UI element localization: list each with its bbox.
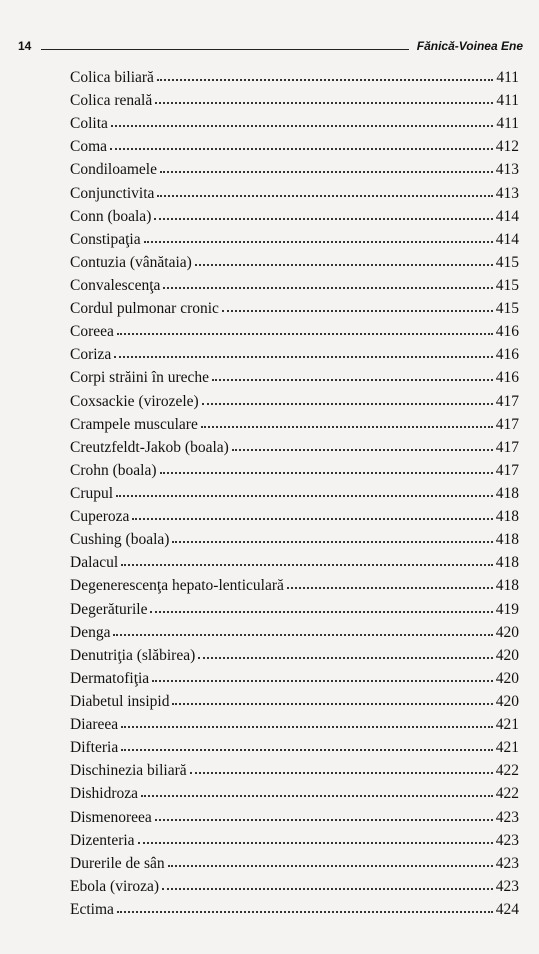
dot-leader bbox=[141, 795, 493, 797]
dot-leader bbox=[287, 587, 493, 589]
page-number: 14 bbox=[18, 39, 32, 53]
toc-entry-page: 418 bbox=[495, 531, 519, 549]
toc-entry bbox=[70, 644, 519, 667]
toc-entry bbox=[70, 112, 519, 135]
toc-entry bbox=[70, 320, 519, 343]
toc-entry-page: 420 bbox=[495, 692, 519, 710]
toc-entry-title: Constipaţia bbox=[70, 230, 141, 248]
toc-entry-page: 414 bbox=[495, 230, 519, 248]
toc-entry bbox=[70, 482, 519, 505]
toc-entry-title: Conn (boala) bbox=[70, 207, 152, 225]
toc-entry bbox=[70, 574, 519, 597]
toc-entry bbox=[70, 898, 519, 921]
toc-entry bbox=[70, 89, 519, 112]
toc-entry-title: Colita bbox=[70, 115, 108, 133]
toc-entry-title: Coriza bbox=[70, 346, 112, 364]
dot-leader bbox=[121, 749, 493, 751]
dot-leader bbox=[114, 356, 492, 358]
dot-leader bbox=[121, 564, 493, 566]
dot-leader bbox=[113, 634, 492, 636]
dot-leader bbox=[168, 865, 493, 867]
toc-entry-title: Dismenoreea bbox=[70, 808, 152, 826]
dot-leader bbox=[152, 680, 493, 682]
toc-entry-page: 423 bbox=[495, 808, 519, 826]
toc-entry bbox=[70, 390, 519, 413]
dot-leader bbox=[162, 888, 493, 890]
toc-entry-page: 418 bbox=[495, 508, 519, 526]
toc-entry-title: Dishidroza bbox=[70, 785, 139, 803]
dot-leader bbox=[163, 287, 492, 289]
dot-leader bbox=[160, 171, 493, 173]
toc-entry bbox=[70, 436, 519, 459]
dot-leader bbox=[157, 195, 492, 197]
toc-entry bbox=[70, 413, 519, 436]
toc-entry-title: Crohn (boala) bbox=[70, 461, 157, 479]
toc-entry-title: Degenerescenţa hepato-lenticulară bbox=[70, 577, 284, 595]
toc-entry bbox=[70, 667, 519, 690]
toc-entry bbox=[70, 551, 519, 574]
toc-entry-page: 418 bbox=[495, 484, 519, 502]
toc-entry-title: Difteria bbox=[70, 739, 119, 757]
toc-entry bbox=[70, 274, 519, 297]
toc-entry-page: 422 bbox=[495, 785, 519, 803]
toc-entry bbox=[70, 66, 519, 89]
toc-entry bbox=[70, 852, 519, 875]
toc-entry-title: Cushing (boala) bbox=[70, 531, 170, 549]
toc-entry-page: 420 bbox=[495, 623, 519, 641]
dot-leader bbox=[155, 102, 493, 104]
toc-entry bbox=[70, 598, 519, 621]
toc-entry-page: 411 bbox=[496, 69, 519, 86]
dot-leader bbox=[111, 125, 493, 127]
dot-leader bbox=[201, 426, 493, 428]
page-header bbox=[18, 36, 523, 52]
toc-entry-title: Dizenteria bbox=[70, 831, 135, 849]
toc-entry-title: Crupul bbox=[70, 484, 114, 502]
dot-leader bbox=[222, 310, 493, 312]
toc-entry-page: 415 bbox=[495, 300, 519, 318]
dot-leader bbox=[172, 541, 492, 543]
toc-entry bbox=[70, 713, 519, 736]
toc-entry-title: Colica renală bbox=[70, 92, 153, 110]
dot-leader bbox=[121, 726, 493, 728]
toc-entry-title: Convalescenţa bbox=[70, 276, 161, 294]
toc-entry bbox=[70, 182, 519, 205]
toc-entry-page: 414 bbox=[495, 207, 519, 225]
toc-entry bbox=[70, 528, 519, 551]
toc-entry bbox=[70, 251, 519, 274]
toc-entry-title: Degerăturile bbox=[70, 600, 148, 618]
dot-leader bbox=[190, 772, 493, 774]
dot-leader bbox=[202, 403, 493, 405]
toc-entry bbox=[70, 297, 519, 320]
toc-entry bbox=[70, 690, 519, 713]
toc-entry-page: 416 bbox=[495, 323, 519, 341]
dot-leader bbox=[144, 241, 493, 243]
toc-entry-title: Corpi străini în ureche bbox=[70, 369, 210, 387]
toc-entry-title: Dermatofiţia bbox=[70, 669, 150, 687]
toc-entry-title: Coreea bbox=[70, 323, 114, 341]
dot-leader bbox=[212, 379, 493, 381]
toc-entry-page: 417 bbox=[495, 438, 519, 456]
toc-entry-page: 411 bbox=[496, 115, 519, 133]
toc-entry-page: 417 bbox=[495, 392, 519, 410]
toc-entry-page: 418 bbox=[495, 554, 519, 572]
toc-entry-page: 421 bbox=[495, 716, 519, 734]
toc-entry bbox=[70, 736, 519, 759]
toc-entry bbox=[70, 228, 519, 251]
toc-entry-title: Cuperoza bbox=[70, 508, 130, 526]
toc-entry-page: 423 bbox=[495, 854, 519, 872]
toc-entry-page: 422 bbox=[495, 762, 519, 780]
dot-leader bbox=[150, 611, 492, 613]
dot-leader bbox=[154, 218, 492, 220]
toc-entry-page: 418 bbox=[495, 577, 519, 595]
toc-entry bbox=[70, 505, 519, 528]
dot-leader bbox=[198, 657, 493, 659]
toc-entry-title: Cordul pulmonar cronic bbox=[70, 300, 219, 318]
dot-leader bbox=[160, 472, 493, 474]
dot-leader bbox=[172, 703, 492, 705]
toc-entry-page: 413 bbox=[495, 161, 519, 179]
dot-leader bbox=[157, 79, 493, 81]
toc-entry bbox=[70, 621, 519, 644]
toc-entry-page: 423 bbox=[495, 831, 519, 849]
toc-entry-title: Condiloamele bbox=[70, 161, 157, 179]
toc-entry-title: Ebola (viroza) bbox=[70, 877, 160, 895]
toc-entry bbox=[70, 205, 519, 228]
toc-entry-title: Denga bbox=[70, 623, 111, 641]
toc-entry-page: 413 bbox=[495, 184, 519, 202]
toc-entry-title: Creutzfeldt-Jakob (boala) bbox=[70, 438, 229, 456]
toc-entry-title: Crampele musculare bbox=[70, 415, 198, 433]
toc-entry bbox=[70, 829, 519, 852]
toc-entry-title: Colica biliară bbox=[70, 69, 154, 86]
table-of-contents bbox=[70, 66, 519, 921]
toc-entry bbox=[70, 782, 519, 805]
toc-entry bbox=[70, 759, 519, 782]
toc-entry-page: 420 bbox=[495, 669, 519, 687]
toc-entry bbox=[70, 366, 519, 389]
toc-entry-page: 415 bbox=[495, 276, 519, 294]
dot-leader bbox=[232, 449, 493, 451]
dot-leader bbox=[117, 911, 493, 913]
toc-entry-page: 419 bbox=[495, 600, 519, 618]
toc-entry-title: Contuzia (vânătaia) bbox=[70, 253, 192, 271]
toc-entry bbox=[70, 875, 519, 898]
toc-entry-title: Denutriţia (slăbirea) bbox=[70, 646, 196, 664]
dot-leader bbox=[132, 518, 492, 520]
toc-entry bbox=[70, 806, 519, 829]
toc-entry-page: 416 bbox=[495, 346, 519, 364]
dot-leader bbox=[195, 264, 493, 266]
toc-entry-title: Ectima bbox=[70, 900, 114, 918]
header-rule bbox=[41, 49, 408, 50]
toc-entry-page: 421 bbox=[495, 739, 519, 757]
toc-entry-page: 416 bbox=[495, 369, 519, 387]
toc-entry-title: Coxsackie (virozele) bbox=[70, 392, 199, 410]
toc-entry-page: 417 bbox=[495, 461, 519, 479]
dot-leader bbox=[116, 495, 493, 497]
toc-entry-title: Dischinezia biliară bbox=[70, 762, 187, 780]
dot-leader bbox=[155, 819, 493, 821]
running-head: Fănică-Voinea Ene bbox=[416, 39, 523, 53]
toc-entry-page: 417 bbox=[495, 415, 519, 433]
toc-entry bbox=[70, 158, 519, 181]
toc-entry-title: Coma bbox=[70, 138, 108, 156]
toc-entry-title: Conjunctivita bbox=[70, 184, 155, 202]
toc-entry-page: 423 bbox=[495, 877, 519, 895]
toc-entry-page: 420 bbox=[495, 646, 519, 664]
toc-entry-title: Diareea bbox=[70, 716, 119, 734]
toc-entry-title: Diabetul insipid bbox=[70, 692, 170, 710]
dot-leader bbox=[138, 842, 493, 844]
toc-entry-title: Durerile de sân bbox=[70, 854, 165, 872]
toc-entry bbox=[70, 343, 519, 366]
toc-entry bbox=[70, 135, 519, 158]
toc-entry-page: 412 bbox=[495, 138, 519, 156]
toc-entry bbox=[70, 459, 519, 482]
toc-entry-page: 415 bbox=[495, 253, 519, 271]
toc-entry-page: 424 bbox=[495, 900, 519, 918]
dot-leader bbox=[110, 148, 493, 150]
dot-leader bbox=[117, 333, 493, 335]
toc-entry-page: 411 bbox=[496, 92, 519, 110]
toc-entry-title: Dalacul bbox=[70, 554, 119, 572]
